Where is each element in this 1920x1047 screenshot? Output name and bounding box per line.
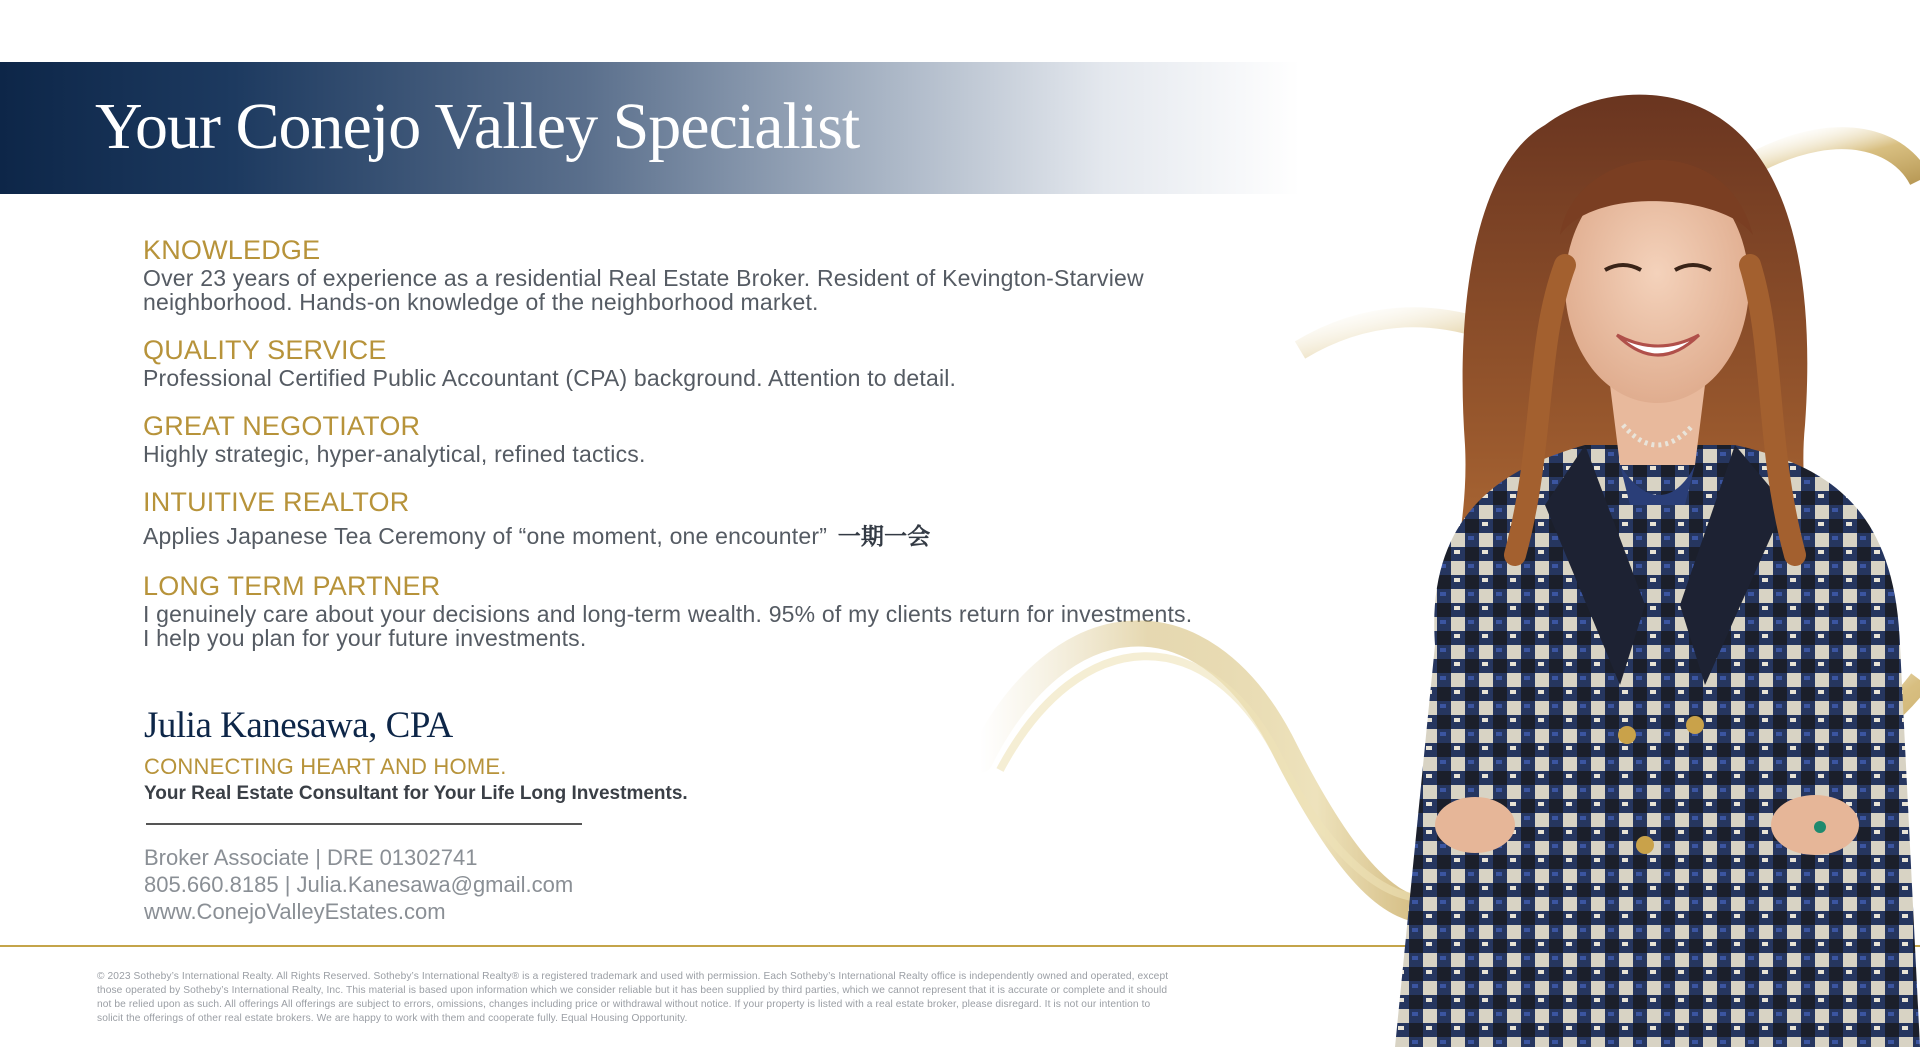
section-heading: KNOWLEDGE	[143, 235, 321, 265]
kanji-phrase: 一期一会	[837, 523, 931, 549]
agent-name: Julia Kanesawa, CPA	[144, 705, 453, 746]
section-body: Highly strategic, hyper-analytical, refined tactics.	[143, 441, 646, 467]
legal-disclaimer: © 2023 Sotheby’s International Realty. All Rights Reserved. Sotheby’s International Realty® is a registered trademark and used with permission. Each Sotheby’s International Realty office is independently owned and operated, except those operated by Sotheby’s International Realty, Inc. This material is based upon information which we consider reliable but it has been supplied by third parties, which we cannot represent that it is accurate or complete and it should not be relied upon as such. All offerings All offerings are subject to errors, omissions, changes including price or withdrawal without notice. If your property is listed with a real estate broker, please disregard. It is not our intention to solicit the offerings of other real estate brokers. We are happy to work with them and cooperate fully. Equal Housing Opportunity.	[97, 971, 1169, 1024]
section-body: Over 23 years of experience as a residential Real Estate Broker. Resident of Kevington-Starview neighborhood. Hands-on knowledge of the neighborhood market.	[143, 265, 1144, 315]
section-body: Professional Certified Public Accountant (CPA) background. Attention to detail.	[143, 365, 957, 391]
contact-block	[144, 844, 573, 925]
agent-tagline: CONNECTING HEART AND HOME.	[144, 754, 507, 779]
section-heading: QUALITY SERVICE	[143, 335, 387, 365]
contact-phone-email-line[interactable]: 805.660.8185 | Julia.Kanesawa@gmail.com	[144, 872, 574, 897]
contact-broker-line: Broker Associate | DRE 01302741	[144, 845, 478, 870]
agent-subtagline: Your Real Estate Consultant for Your Life Long Investments.	[144, 783, 688, 804]
section-body-line: I genuinely care about your decisions and long-term wealth. 95% of my clients return for investments.	[143, 601, 1193, 627]
divider	[146, 823, 582, 825]
section-heading: GREAT NEGOTIATOR	[143, 411, 421, 441]
section-body-line: I help you plan for your future investments.	[143, 625, 587, 651]
contact-website-link[interactable]: www.ConejoValleyEstates.com	[144, 899, 446, 924]
section-body-text: Applies Japanese Tea Ceremony of “one moment, one encounter”	[143, 523, 828, 549]
page-title: Your Conejo Valley Specialist	[95, 90, 860, 163]
section-heading: LONG TERM PARTNER	[143, 571, 441, 601]
section-heading: INTUITIVE REALTOR	[143, 487, 410, 517]
agent-portrait-illustration-icon	[1395, 85, 1920, 1047]
